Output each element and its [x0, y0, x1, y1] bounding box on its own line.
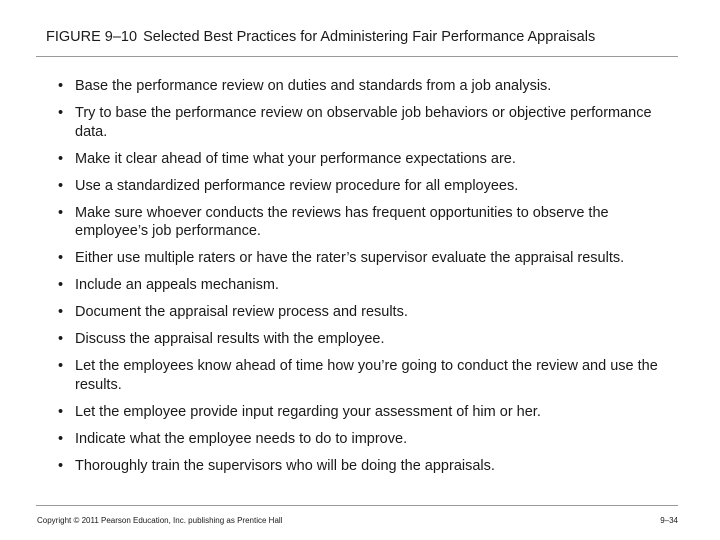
list-item [58, 403, 678, 422]
bullet-icon: • [58, 250, 64, 266]
best-practices-list [58, 77, 678, 484]
bullet-icon: • [58, 177, 64, 194]
bullet-icon: • [58, 331, 64, 347]
bullet-icon: • [58, 204, 64, 221]
bullet-icon: • [58, 358, 64, 374]
list-item-text: Base the performance review on duties and standards from a job analysis. [75, 78, 552, 94]
top-divider [36, 56, 678, 57]
list-item-text: Document the appraisal review process and results. [75, 304, 408, 320]
bullet-icon: • [58, 457, 64, 474]
list-item [58, 357, 678, 394]
bullet-icon: • [58, 403, 64, 420]
bullet-icon: • [58, 105, 64, 121]
bullet-icon: • [58, 78, 64, 94]
list-item-text: Use a standardized performance review procedure for all employees. [75, 177, 519, 194]
list-item-text: Try to base the performance review on observable job behaviors or objective performance data. [75, 105, 652, 140]
page-number: 9–34 [660, 516, 678, 525]
list-item [58, 177, 678, 196]
list-item-text: Make sure whoever conducts the reviews has frequent opportunities to observe the employee’s job performance. [75, 204, 609, 239]
list-item [58, 430, 678, 449]
list-item [58, 104, 678, 141]
list-item [58, 457, 678, 476]
figure-title [46, 29, 595, 45]
figure-caption: Selected Best Practices for Administering Fair Performance Appraisals [143, 29, 596, 45]
figure-label: FIGURE 9–10 [46, 29, 138, 45]
list-item-text: Let the employees know ahead of time how you’re going to conduct the review and use the results. [75, 358, 658, 393]
bottom-divider [36, 505, 678, 506]
list-item-text: Include an appeals mechanism. [75, 277, 279, 293]
list-item-text: Discuss the appraisal results with the employee. [75, 331, 385, 347]
bullet-icon: • [58, 304, 64, 320]
list-item [58, 77, 678, 96]
list-item [58, 204, 678, 241]
list-item [58, 330, 678, 349]
list-item [58, 249, 678, 268]
bullet-icon: • [58, 150, 64, 167]
list-item-text: Let the employee provide input regarding your assessment of him or her. [75, 403, 541, 420]
list-item [58, 150, 678, 169]
bullet-icon: • [58, 277, 64, 293]
list-item [58, 276, 678, 295]
list-item-text: Make it clear ahead of time what your performance expectations are. [75, 150, 516, 167]
list-item-text: Indicate what the employee needs to do to improve. [75, 430, 408, 447]
bullet-icon: • [58, 430, 64, 447]
list-item-text: Thoroughly train the supervisors who will be doing the appraisals. [75, 457, 495, 474]
list-item [58, 303, 678, 322]
copyright-notice: Copyright © 2011 Pearson Education, Inc. publishing as Prentice Hall [37, 516, 283, 525]
list-item-text: Either use multiple raters or have the rater’s supervisor evaluate the appraisal results. [75, 250, 625, 266]
